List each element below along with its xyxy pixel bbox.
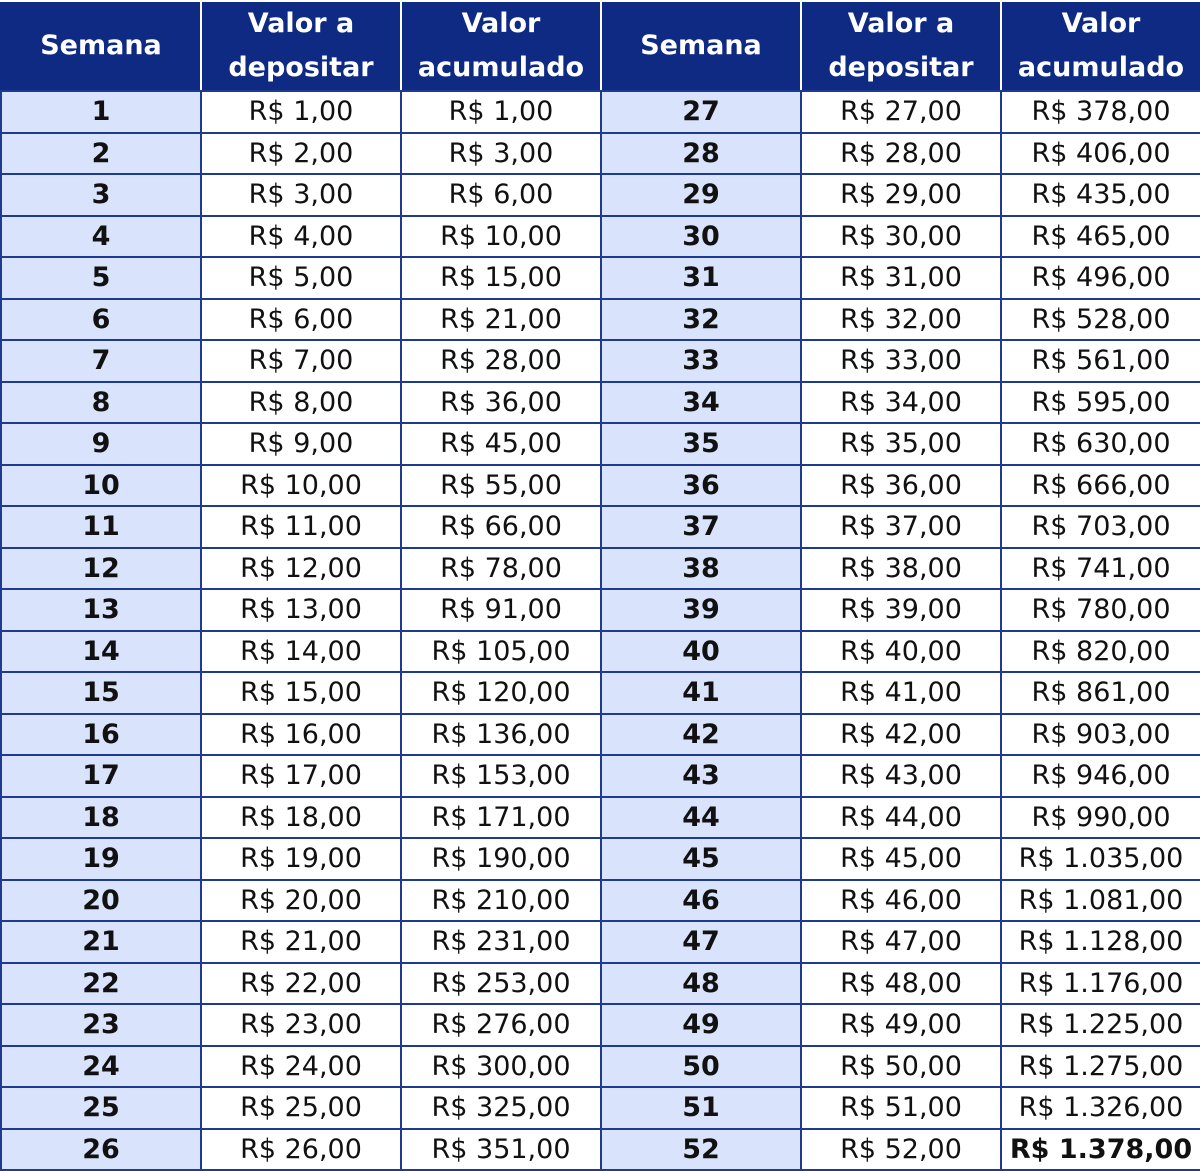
- accumulated-cell: R$ 105,00: [401, 631, 601, 673]
- deposit-cell: R$ 40,00: [801, 631, 1001, 673]
- deposit-cell: R$ 13,00: [201, 589, 401, 631]
- accumulated-cell: R$ 153,00: [401, 755, 601, 797]
- accumulated-cell: R$ 210,00: [401, 880, 601, 922]
- table-row: [1, 340, 1200, 382]
- deposit-cell: R$ 1,00: [201, 91, 401, 133]
- deposit-cell: R$ 3,00: [201, 174, 401, 216]
- week-cell: 10: [1, 465, 201, 507]
- deposit-cell: R$ 7,00: [201, 340, 401, 382]
- week-cell: 15: [1, 672, 201, 714]
- week-cell: 48: [601, 963, 801, 1005]
- deposit-cell: R$ 49,00: [801, 1004, 1001, 1046]
- accumulated-cell: R$ 78,00: [401, 548, 601, 590]
- table-row: [1, 299, 1200, 341]
- week-cell: 36: [601, 465, 801, 507]
- accumulated-cell: R$ 325,00: [401, 1087, 601, 1129]
- header-row: [1, 1, 1200, 91]
- accumulated-cell: R$ 630,00: [1001, 423, 1200, 465]
- deposit-cell: R$ 30,00: [801, 216, 1001, 258]
- table-row: [1, 548, 1200, 590]
- deposit-cell: R$ 38,00: [801, 548, 1001, 590]
- accumulated-cell: R$ 253,00: [401, 963, 601, 1005]
- table-row: [1, 1004, 1200, 1046]
- deposit-cell: R$ 42,00: [801, 714, 1001, 756]
- table-row: [1, 1046, 1200, 1088]
- accumulated-cell: R$ 3,00: [401, 133, 601, 175]
- table-row: [1, 216, 1200, 258]
- accumulated-cell: R$ 666,00: [1001, 465, 1200, 507]
- deposit-cell: R$ 29,00: [801, 174, 1001, 216]
- deposit-cell: R$ 26,00: [201, 1129, 401, 1171]
- week-cell: 51: [601, 1087, 801, 1129]
- header-week-right: Semana: [601, 1, 801, 91]
- accumulated-cell: R$ 378,00: [1001, 91, 1200, 133]
- deposit-cell: R$ 34,00: [801, 382, 1001, 424]
- week-cell: 20: [1, 880, 201, 922]
- week-cell: 18: [1, 797, 201, 839]
- deposit-cell: R$ 23,00: [201, 1004, 401, 1046]
- deposit-cell: R$ 45,00: [801, 838, 1001, 880]
- accumulated-cell: R$ 45,00: [401, 423, 601, 465]
- accumulated-cell: R$ 1.275,00: [1001, 1046, 1200, 1088]
- deposit-cell: R$ 22,00: [201, 963, 401, 1005]
- deposit-cell: R$ 15,00: [201, 672, 401, 714]
- accumulated-cell: R$ 780,00: [1001, 589, 1200, 631]
- accumulated-cell: R$ 10,00: [401, 216, 601, 258]
- accumulated-cell: R$ 1.081,00: [1001, 880, 1200, 922]
- accumulated-cell: R$ 91,00: [401, 589, 601, 631]
- header-week-left: Semana: [1, 1, 201, 91]
- accumulated-cell: R$ 36,00: [401, 382, 601, 424]
- table-row: [1, 506, 1200, 548]
- deposit-cell: R$ 8,00: [201, 382, 401, 424]
- header-accumulated-left: Valor acumulado: [401, 1, 601, 91]
- deposit-cell: R$ 2,00: [201, 133, 401, 175]
- deposit-cell: R$ 47,00: [801, 921, 1001, 963]
- deposit-cell: R$ 14,00: [201, 631, 401, 673]
- week-cell: 11: [1, 506, 201, 548]
- week-cell: 9: [1, 423, 201, 465]
- deposit-cell: R$ 24,00: [201, 1046, 401, 1088]
- week-cell: 1: [1, 91, 201, 133]
- table-row: [1, 880, 1200, 922]
- week-cell: 34: [601, 382, 801, 424]
- accumulated-cell: R$ 231,00: [401, 921, 601, 963]
- final-total-cell: R$ 1.378,00: [1001, 1129, 1200, 1171]
- table-row: [1, 963, 1200, 1005]
- header-deposit-right: Valor a depositar: [801, 1, 1001, 91]
- week-cell: 28: [601, 133, 801, 175]
- week-cell: 6: [1, 299, 201, 341]
- deposit-cell: R$ 52,00: [801, 1129, 1001, 1171]
- week-cell: 50: [601, 1046, 801, 1088]
- table-row: [1, 797, 1200, 839]
- table-row: [1, 589, 1200, 631]
- table-row: [1, 257, 1200, 299]
- week-cell: 22: [1, 963, 201, 1005]
- table-row: [1, 382, 1200, 424]
- accumulated-cell: R$ 300,00: [401, 1046, 601, 1088]
- deposit-cell: R$ 6,00: [201, 299, 401, 341]
- accumulated-cell: R$ 465,00: [1001, 216, 1200, 258]
- accumulated-cell: R$ 703,00: [1001, 506, 1200, 548]
- week-cell: 38: [601, 548, 801, 590]
- accumulated-cell: R$ 55,00: [401, 465, 601, 507]
- table-row: [1, 465, 1200, 507]
- accumulated-cell: R$ 28,00: [401, 340, 601, 382]
- accumulated-cell: R$ 1.225,00: [1001, 1004, 1200, 1046]
- deposit-cell: R$ 44,00: [801, 797, 1001, 839]
- deposit-cell: R$ 21,00: [201, 921, 401, 963]
- table-row: [1, 755, 1200, 797]
- week-cell: 4: [1, 216, 201, 258]
- accumulated-cell: R$ 66,00: [401, 506, 601, 548]
- week-cell: 29: [601, 174, 801, 216]
- accumulated-cell: R$ 276,00: [401, 1004, 601, 1046]
- week-cell: 44: [601, 797, 801, 839]
- deposit-cell: R$ 39,00: [801, 589, 1001, 631]
- week-cell: 46: [601, 880, 801, 922]
- week-cell: 31: [601, 257, 801, 299]
- week-cell: 7: [1, 340, 201, 382]
- accumulated-cell: R$ 1,00: [401, 91, 601, 133]
- accumulated-cell: R$ 435,00: [1001, 174, 1200, 216]
- deposit-cell: R$ 50,00: [801, 1046, 1001, 1088]
- table-row: [1, 714, 1200, 756]
- week-cell: 2: [1, 133, 201, 175]
- week-cell: 23: [1, 1004, 201, 1046]
- table-row: [1, 423, 1200, 465]
- week-cell: 35: [601, 423, 801, 465]
- week-cell: 30: [601, 216, 801, 258]
- table-row: [1, 133, 1200, 175]
- deposit-cell: R$ 31,00: [801, 257, 1001, 299]
- deposit-cell: R$ 36,00: [801, 465, 1001, 507]
- week-cell: 40: [601, 631, 801, 673]
- deposit-cell: R$ 27,00: [801, 91, 1001, 133]
- accumulated-cell: R$ 1.035,00: [1001, 838, 1200, 880]
- accumulated-cell: R$ 820,00: [1001, 631, 1200, 673]
- table-row: [1, 174, 1200, 216]
- accumulated-cell: R$ 171,00: [401, 797, 601, 839]
- table-header: [1, 1, 1200, 91]
- deposit-cell: R$ 9,00: [201, 423, 401, 465]
- week-cell: 17: [1, 755, 201, 797]
- table-row: [1, 921, 1200, 963]
- week-cell: 26: [1, 1129, 201, 1171]
- week-cell: 49: [601, 1004, 801, 1046]
- accumulated-cell: R$ 136,00: [401, 714, 601, 756]
- deposit-cell: R$ 46,00: [801, 880, 1001, 922]
- week-cell: 52: [601, 1129, 801, 1171]
- accumulated-cell: R$ 1.326,00: [1001, 1087, 1200, 1129]
- table-row: [1, 1087, 1200, 1129]
- accumulated-cell: R$ 120,00: [401, 672, 601, 714]
- accumulated-cell: R$ 528,00: [1001, 299, 1200, 341]
- deposit-cell: R$ 18,00: [201, 797, 401, 839]
- table-row: [1, 838, 1200, 880]
- week-cell: 47: [601, 921, 801, 963]
- week-cell: 3: [1, 174, 201, 216]
- week-cell: 25: [1, 1087, 201, 1129]
- header-accumulated-right: Valor acumulado: [1001, 1, 1200, 91]
- deposit-cell: R$ 51,00: [801, 1087, 1001, 1129]
- table-body: [1, 91, 1200, 1170]
- accumulated-cell: R$ 861,00: [1001, 672, 1200, 714]
- deposit-cell: R$ 10,00: [201, 465, 401, 507]
- week-cell: 39: [601, 589, 801, 631]
- deposit-cell: R$ 16,00: [201, 714, 401, 756]
- accumulated-cell: R$ 595,00: [1001, 382, 1200, 424]
- week-cell: 43: [601, 755, 801, 797]
- week-cell: 19: [1, 838, 201, 880]
- accumulated-cell: R$ 406,00: [1001, 133, 1200, 175]
- table-row: [1, 631, 1200, 673]
- week-cell: 5: [1, 257, 201, 299]
- deposit-cell: R$ 48,00: [801, 963, 1001, 1005]
- week-cell: 33: [601, 340, 801, 382]
- deposit-cell: R$ 4,00: [201, 216, 401, 258]
- week-cell: 27: [601, 91, 801, 133]
- week-cell: 8: [1, 382, 201, 424]
- accumulated-cell: R$ 351,00: [401, 1129, 601, 1171]
- accumulated-cell: R$ 496,00: [1001, 257, 1200, 299]
- deposit-cell: R$ 32,00: [801, 299, 1001, 341]
- week-cell: 13: [1, 589, 201, 631]
- week-cell: 32: [601, 299, 801, 341]
- week-cell: 41: [601, 672, 801, 714]
- deposit-cell: R$ 17,00: [201, 755, 401, 797]
- accumulated-cell: R$ 903,00: [1001, 714, 1200, 756]
- deposit-cell: R$ 11,00: [201, 506, 401, 548]
- accumulated-cell: R$ 561,00: [1001, 340, 1200, 382]
- deposit-cell: R$ 12,00: [201, 548, 401, 590]
- header-deposit-left: Valor a depositar: [201, 1, 401, 91]
- week-cell: 37: [601, 506, 801, 548]
- table-row: [1, 1129, 1200, 1171]
- deposit-cell: R$ 28,00: [801, 133, 1001, 175]
- week-cell: 45: [601, 838, 801, 880]
- deposit-cell: R$ 20,00: [201, 880, 401, 922]
- week-cell: 12: [1, 548, 201, 590]
- deposit-cell: R$ 19,00: [201, 838, 401, 880]
- deposit-cell: R$ 37,00: [801, 506, 1001, 548]
- accumulated-cell: R$ 946,00: [1001, 755, 1200, 797]
- accumulated-cell: R$ 990,00: [1001, 797, 1200, 839]
- accumulated-cell: R$ 1.128,00: [1001, 921, 1200, 963]
- accumulated-cell: R$ 15,00: [401, 257, 601, 299]
- deposit-cell: R$ 5,00: [201, 257, 401, 299]
- table-row: [1, 672, 1200, 714]
- accumulated-cell: R$ 6,00: [401, 174, 601, 216]
- table-row: [1, 91, 1200, 133]
- deposit-cell: R$ 43,00: [801, 755, 1001, 797]
- deposit-cell: R$ 33,00: [801, 340, 1001, 382]
- accumulated-cell: R$ 1.176,00: [1001, 963, 1200, 1005]
- deposit-cell: R$ 25,00: [201, 1087, 401, 1129]
- week-cell: 42: [601, 714, 801, 756]
- deposit-cell: R$ 41,00: [801, 672, 1001, 714]
- week-cell: 21: [1, 921, 201, 963]
- deposit-cell: R$ 35,00: [801, 423, 1001, 465]
- week-cell: 14: [1, 631, 201, 673]
- accumulated-cell: R$ 21,00: [401, 299, 601, 341]
- week-cell: 24: [1, 1046, 201, 1088]
- accumulated-cell: R$ 741,00: [1001, 548, 1200, 590]
- week-cell: 16: [1, 714, 201, 756]
- accumulated-cell: R$ 190,00: [401, 838, 601, 880]
